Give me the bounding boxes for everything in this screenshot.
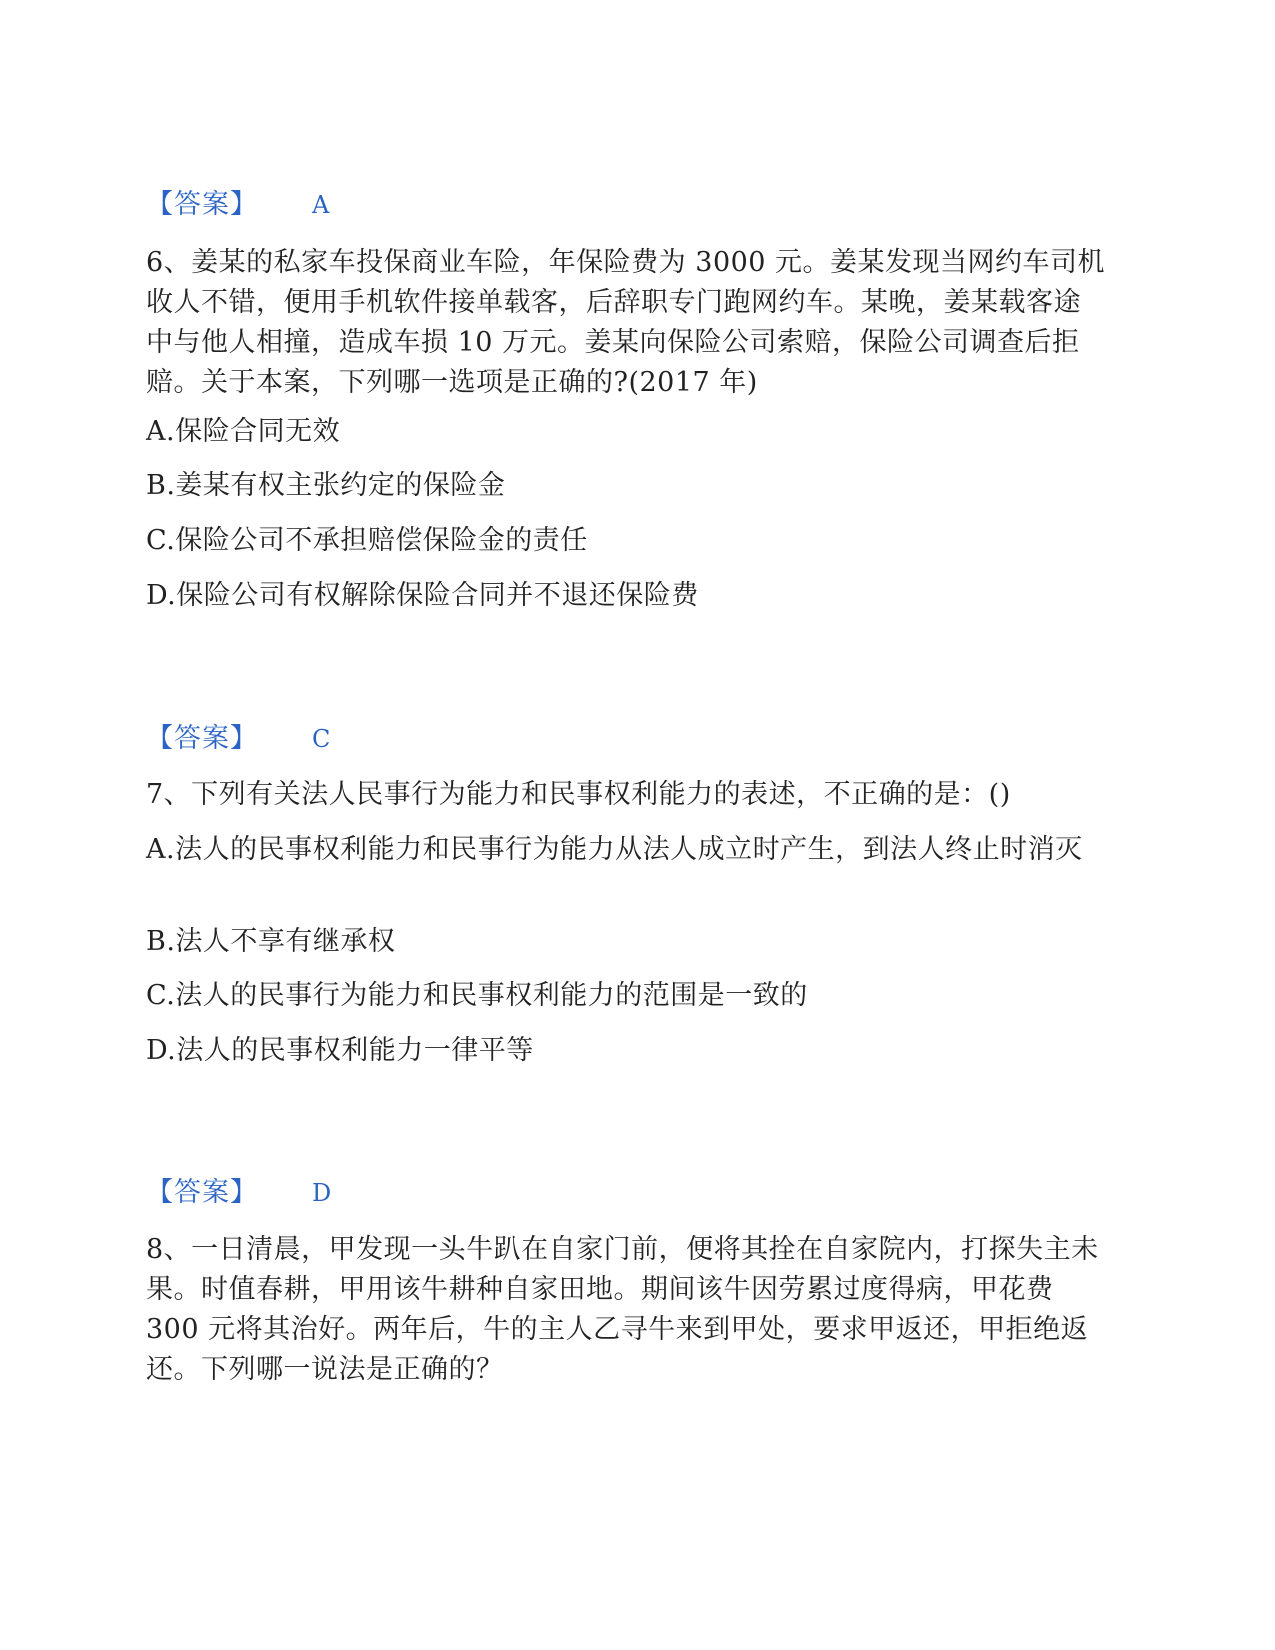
question-6-option-c: C.保险公司不承担赔偿保险金的责任 [146, 525, 588, 556]
question-7-option-b: B.法人不享有继承权 [146, 926, 396, 957]
answer-value: D [312, 1179, 332, 1207]
question-7-option-c: C.法人的民事行为能力和民事权利能力的范围是一致的 [146, 980, 808, 1011]
answer-label: 【答案】 [146, 1177, 258, 1208]
answer-label: 【答案】 [146, 723, 258, 754]
answer-label: 【答案】 [146, 189, 258, 220]
answer-value: A [312, 191, 330, 219]
question-7-option-a: A.法人的民事权利能力和民事行为能力从法人成立时产生，到法人终止时消灭 [146, 834, 1083, 865]
answer-line-3 [146, 1178, 331, 1208]
answer-line-2 [146, 724, 330, 754]
question-7-option-d: D.法人的民事权利能力一律平等 [146, 1035, 534, 1066]
answer-value: C [312, 725, 331, 753]
question-6-option-a: A.保险合同无效 [146, 416, 341, 447]
question-7: 7、下列有关法人民事行为能力和民事权利能力的表述，不正确的是：() [146, 779, 1011, 810]
answer-line-1 [146, 190, 329, 220]
question-6-option-b: B.姜某有权主张约定的保险金 [146, 470, 506, 501]
question-6-option-d: D.保险公司有权解除保险合同并不退还保险费 [146, 580, 699, 611]
question-8: 8、一日清晨，甲发现一头牛趴在自家门前，便将其拴在自家院内，打探失主未果。时值春耕，甲用该牛耕种自家田地。期间该牛因劳累过度得病，甲花费 300 元将其治好。两年后，牛的主人乙寻牛来到甲处，要求甲返还，甲拒绝返还。下列哪一说法是正确的？ [146, 1234, 1099, 1385]
question-6: 6、姜某的私家车投保商业车险，年保险费为 3000 元。姜某发现当网约车司机收人不错，便用手机软件接单载客，后辞职专门跑网约车。某晚，姜某载客途中与他人相撞，造成车损 10 万元。姜某向保险公司索赔，保险公司调查后拒赔。关于本案，下列哪一选项是正确的?(2017 年) [146, 247, 1106, 398]
